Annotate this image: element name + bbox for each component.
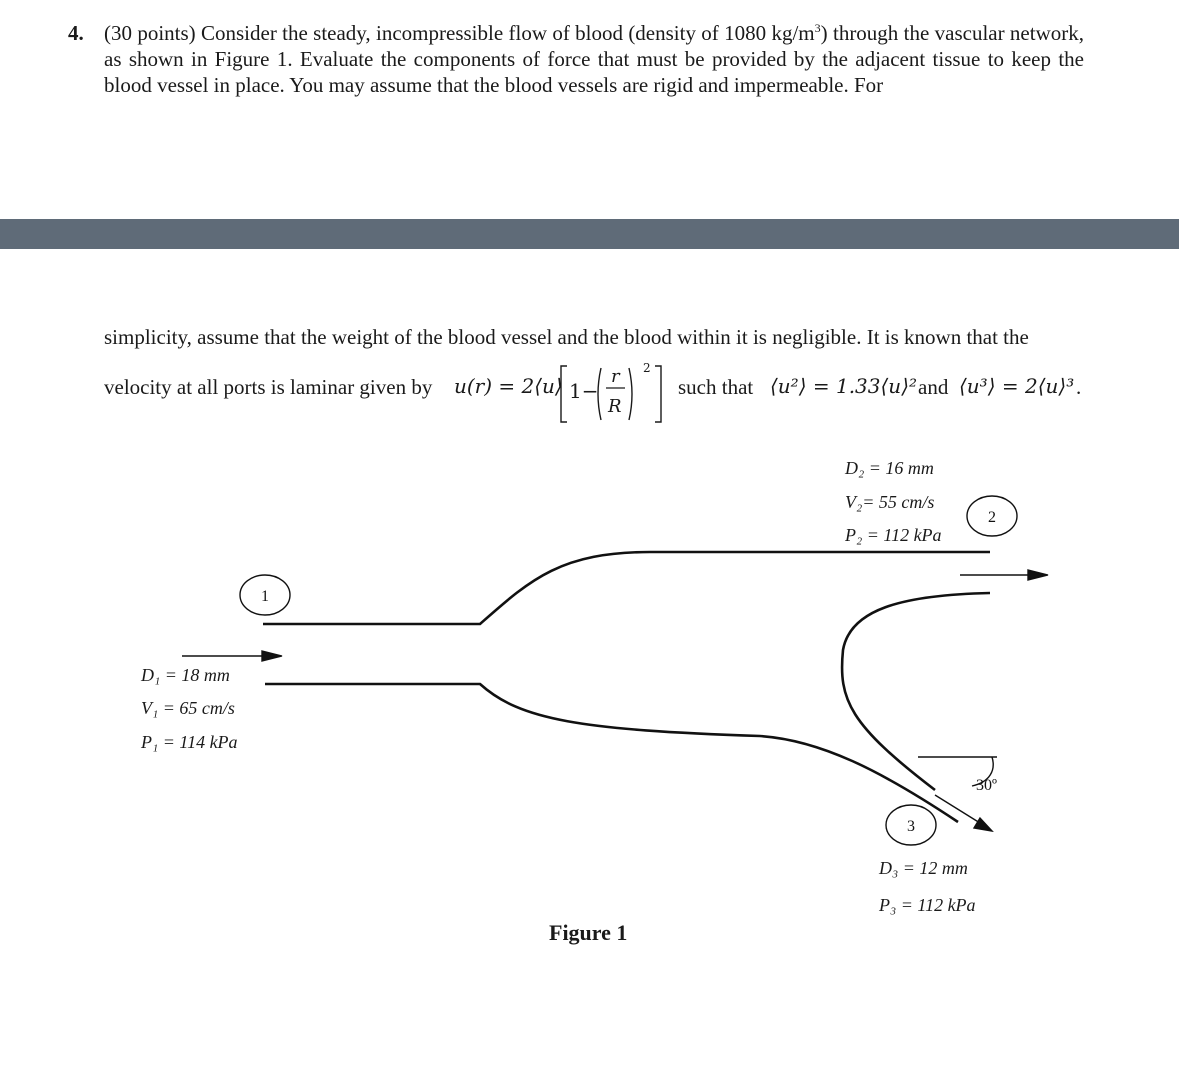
- and-text: and: [918, 375, 949, 399]
- port-1-number: 1: [261, 588, 269, 605]
- velocity-eq-lhs: u(r) = 2⟨u⟩: [454, 374, 563, 398]
- svg-text:1−: 1−: [569, 379, 599, 403]
- port-1-pressure: P₁ = 114 kPa: [141, 732, 238, 752]
- port-3-diameter: D₃ = 12 mm: [879, 858, 968, 878]
- port-3-number: 3: [907, 818, 915, 835]
- para1-text: (30 points) Consider the steady, incompressible flow of blood (density of 1080 kg/m: [104, 21, 815, 45]
- port-2-pressure: P₂ = 112 kPa: [845, 525, 942, 545]
- para1-superscript: 3: [814, 21, 821, 35]
- port-1-velocity: V₁ = 65 cm/s: [141, 698, 235, 718]
- port-1-diameter: D₁ = 18 mm: [141, 665, 230, 685]
- vessel-inner-wall: [842, 593, 990, 790]
- svg-text:2: 2: [643, 361, 651, 375]
- inflow-arrowhead: [262, 651, 282, 661]
- outflow2-arrowhead: [1028, 570, 1048, 580]
- vessel-upper-wall: [263, 552, 990, 624]
- problem-paragraph-2: simplicity, assume that the weight of the blood vessel and the blood within it is negligible. It is known that the: [104, 325, 1029, 349]
- frac-denominator: R: [608, 396, 622, 417]
- port-3-pressure: P₃ = 112 kPa: [879, 895, 976, 915]
- such-that-text: such that: [678, 375, 754, 399]
- port-2-diameter: D₂ = 16 mm: [845, 458, 934, 478]
- figure-caption: Figure 1: [549, 920, 628, 945]
- moment-eq-3: ⟨u³⟩ = 2⟨u⟩³: [959, 374, 1075, 398]
- velocity-lead-text: velocity at all ports is laminar given by: [104, 375, 433, 399]
- angle-label: 30º: [976, 777, 997, 794]
- port-2-velocity: V₂= 55 cm/s: [845, 492, 935, 512]
- moment-eq-2: ⟨u²⟩ = 1.33⟨u⟩²: [770, 374, 918, 398]
- vessel-lower-wall: [265, 684, 958, 822]
- port-2-number: 2: [988, 509, 996, 526]
- question-number: 4.: [68, 21, 84, 45]
- period: .: [1076, 375, 1082, 399]
- para1-rest: ) through the vascular network, as shown in Figure 1. Evaluate the components of force that must be provided by the adjacent tissue to keep the blood vessel in place. You may assume that the blood vessels are rigid and impermeable. For: [104, 21, 1084, 97]
- outflow3-arrow-line: [935, 795, 980, 823]
- frac-numerator: r: [611, 366, 620, 387]
- outflow3-arrowhead: [974, 818, 992, 831]
